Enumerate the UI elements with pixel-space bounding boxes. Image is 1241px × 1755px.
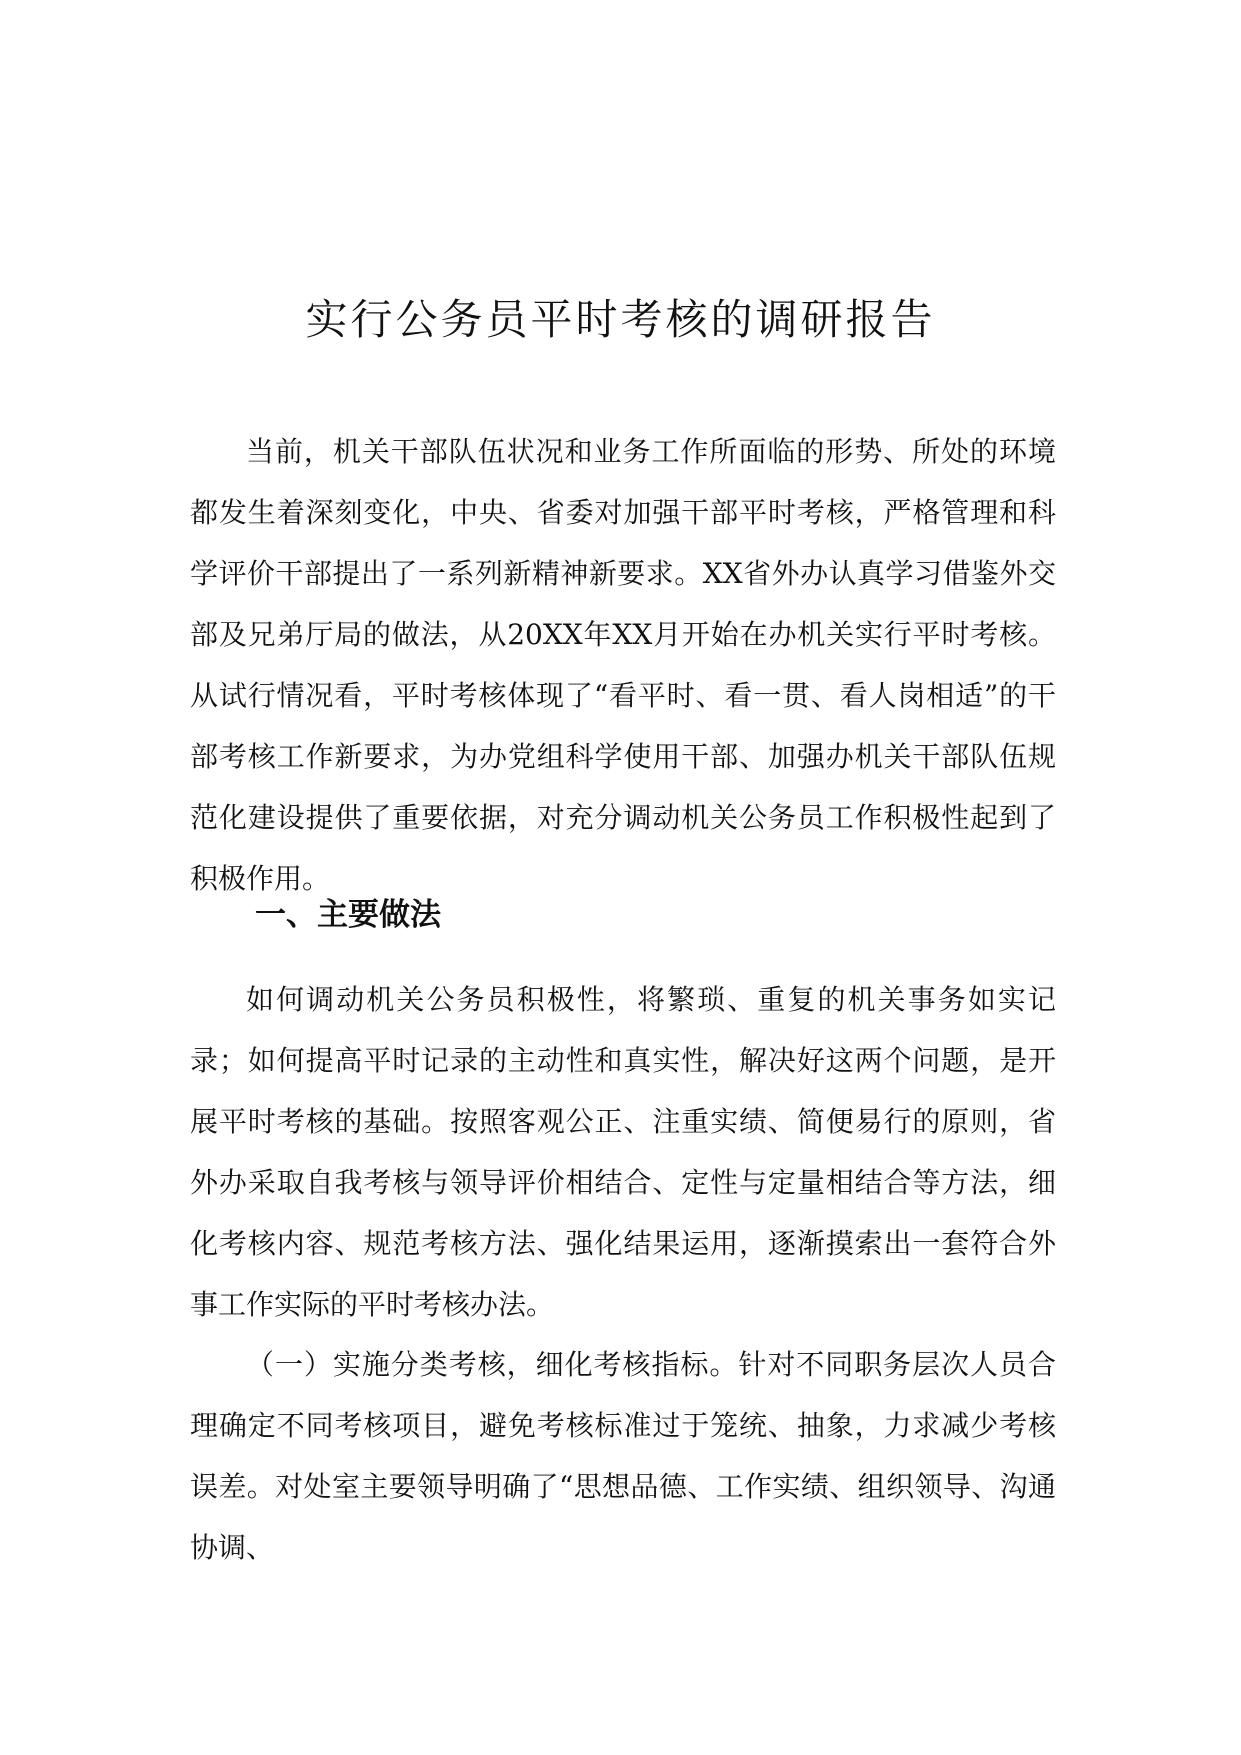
document-title: 实行公务员平时考核的调研报告 [305,295,936,344]
section-heading: 一、主要做法 [255,897,441,933]
subsection-paragraph: （一）实施分类考核，细化考核指标。针对不同职务层次人员合理确定不同考核项目，避免考核标准过于笼统、抽象，力求减少考核误差。对处室主要领导明确了“思想品德、工作实绩、组织领导、沟通协调、 [190,1348,1056,1564]
intro-paragraph: 当前，机关干部队伍状况和业务工作所面临的形势、所处的环境都发生着深刻变化，中央、省委对加强干部平时考核，严格管理和科学评价干部提出了一系列新精神新要求。XX省外办认真学习借鉴外交部及兄弟厅局的做法，从20XX年XX月开始在办机关实行平时考核。从试行情况看，平时考核体现了“看平时、看一贯、看人岗相适”的干部考核工作新要求，为办党组科学使用干部、加强办机关干部队伍规范化建设提供了重要依据，对充分调动机关公务员工作积极性起到了积极作用。 [190,435,1056,895]
section-paragraph: 如何调动机关公务员积极性，将繁琐、重复的机关事务如实记录；如何提高平时记录的主动性和真实性，解决好这两个问题，是开展平时考核的基础。按照客观公正、注重实绩、简便易行的原则，省外办采取自我考核与领导评价相结合、定性与定量相结合等方法，细化考核内容、规范考核方法、强化结果运用，逐渐摸索出一套符合外事工作实际的平时考核办法。 [190,983,1056,1321]
